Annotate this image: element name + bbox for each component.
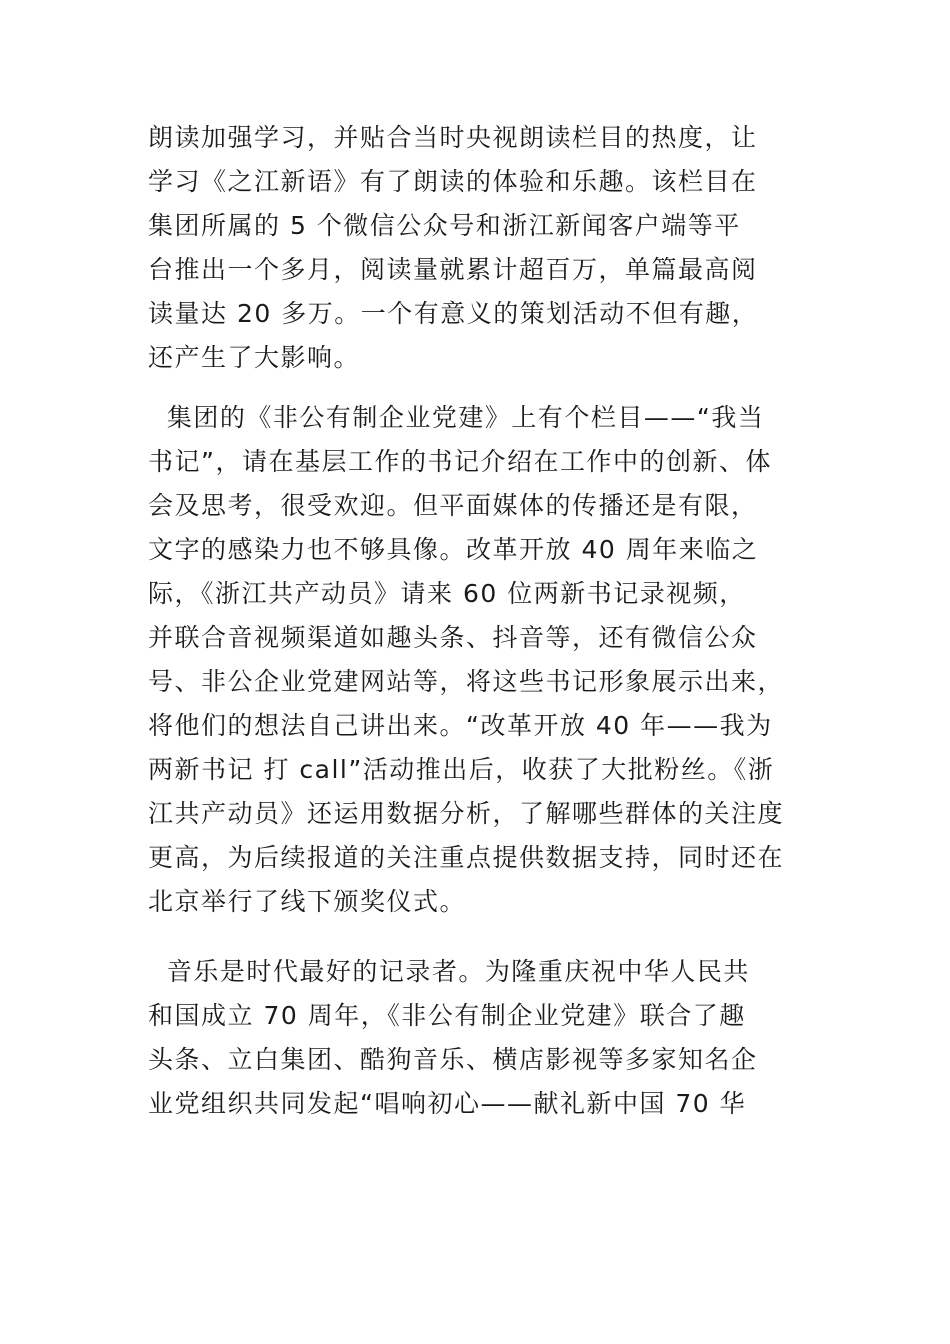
paragraph-2 bbox=[148, 396, 813, 924]
paragraph-1 bbox=[148, 116, 813, 380]
paragraph-3 bbox=[148, 950, 813, 1126]
paragraph-line: 朗读加强学习，并贴合当时央视朗读栏目的热度，让 bbox=[148, 123, 758, 152]
paragraph-line: 文字的感染力也不够具像。改革开放 40 周年来临之 bbox=[148, 535, 759, 564]
paragraph-line: 和国成立 70 周年，《非公有制企业党建》联合了趣 bbox=[148, 1001, 746, 1030]
paragraph-line: 集团的《非公有制企业党建》上有个栏目——“我当 bbox=[148, 403, 765, 432]
paragraph-line: 将他们的想法自己讲出来。“改革开放 40 年——我为 bbox=[148, 711, 773, 740]
paragraph-line: 北京举行了线下颁奖仪式。 bbox=[148, 887, 467, 916]
paragraph-line: 并联合音视频渠道如趣头条、抖音等，还有微信公众 bbox=[148, 623, 758, 652]
paragraph-line: 号、非公企业党建网站等，将这些书记形象展示出来， bbox=[148, 667, 785, 696]
paragraph-line: 集团所属的 5 个微信公众号和浙江新闻客户端等平 bbox=[148, 211, 741, 240]
paragraph-line: 书记”，请在基层工作的书记介绍在工作中的创新、体 bbox=[148, 447, 772, 476]
paragraph-line: 音乐是时代最好的记录者。为隆重庆祝中华人民共 bbox=[148, 957, 750, 986]
paragraph-line: 业党组织共同发起“唱响初心——献礼新中国 70 华 bbox=[148, 1089, 747, 1118]
paragraph-line: 更高，为后续报道的关注重点提供数据支持，同时还在 bbox=[148, 843, 785, 872]
paragraph-line: 两新书记 打 call”活动推出后，收获了大批粉丝。《浙 bbox=[148, 755, 775, 784]
paragraph-line: 学习《之江新语》有了朗读的体验和乐趣。该栏目在 bbox=[148, 167, 758, 196]
paragraph-line: 会及思考，很受欢迎。但平面媒体的传播还是有限， bbox=[148, 491, 758, 520]
paragraph-line: 台推出一个多月，阅读量就累计超百万，单篇最高阅 bbox=[148, 255, 758, 284]
paragraph-line: 际，《浙江共产动员》请来 60 位两新书记录视频， bbox=[148, 579, 746, 608]
paragraph-line: 还产生了大影响。 bbox=[148, 343, 361, 372]
paragraph-line: 头条、立白集团、酷狗音乐、横店影视等多家知名企 bbox=[148, 1045, 758, 1074]
paragraph-line: 江共产动员》还运用数据分析，了解哪些群体的关注度 bbox=[148, 799, 785, 828]
paragraph-line: 读量达 20 多万。一个有意义的策划活动不但有趣， bbox=[148, 299, 759, 328]
